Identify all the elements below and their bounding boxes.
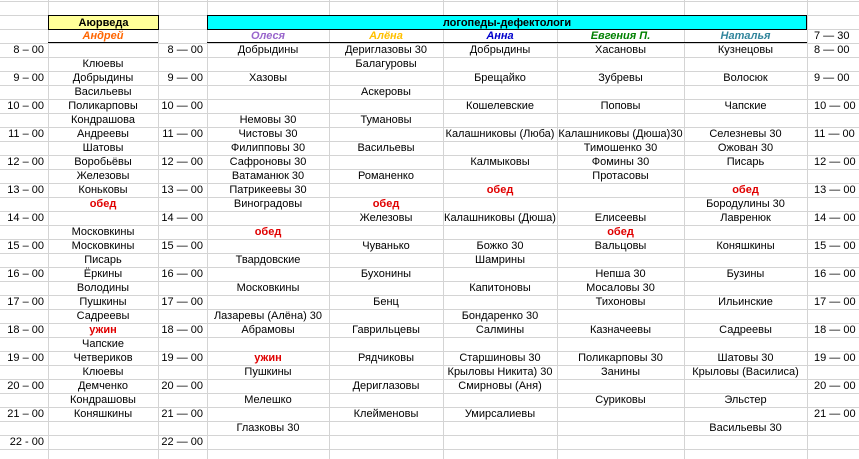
- appointment-cell[interactable]: Андреевы: [77, 128, 129, 140]
- appointment-cell[interactable]: Калашниковы (Люба): [445, 128, 555, 140]
- appointment-cell[interactable]: Чапские: [82, 338, 124, 350]
- grid-line-horizontal: [0, 435, 859, 436]
- appointment-cell[interactable]: Васильевы: [74, 86, 132, 98]
- appointment-cell[interactable]: Калашниковы (Дюша)30: [558, 128, 683, 140]
- appointment-cell[interactable]: Селезневы 30: [709, 128, 782, 140]
- time-label-left: 11 – 00: [8, 128, 44, 140]
- break-cell[interactable]: обед: [89, 198, 117, 210]
- appointment-cell[interactable]: Пушкины: [244, 366, 292, 378]
- break-cell[interactable]: обед: [732, 184, 759, 196]
- appointment-cell[interactable]: Занины: [601, 366, 640, 378]
- time-label-middle: 16 — 00: [161, 268, 203, 280]
- appointment-cell[interactable]: Бенц: [373, 296, 399, 308]
- appointment-cell[interactable]: Кошелевские: [466, 100, 534, 112]
- appointment-cell[interactable]: Патрикеевы 30: [229, 184, 307, 196]
- appointment-cell[interactable]: Фомины 30: [591, 156, 650, 168]
- appointment-cell[interactable]: Писарь: [726, 156, 765, 168]
- appointment-cell[interactable]: Мосаловы 30: [586, 282, 655, 294]
- time-label-left: 18 – 00: [7, 324, 44, 336]
- appointment-cell[interactable]: Немовы 30: [239, 114, 297, 126]
- specialist-name-natalya[interactable]: Наталья: [720, 30, 771, 42]
- appointment-cell[interactable]: Шамрины: [474, 254, 525, 266]
- time-label-right: 11 — 00: [814, 128, 855, 140]
- appointment-cell[interactable]: Хасановы: [594, 44, 646, 56]
- appointment-cell[interactable]: Железовы: [359, 212, 413, 224]
- time-label-middle: 13 — 00: [161, 184, 203, 196]
- time-label-right: 18 — 00: [814, 324, 856, 336]
- break-cell[interactable]: обед: [607, 226, 634, 238]
- appointment-cell[interactable]: Садреевы: [76, 310, 130, 322]
- appointment-cell[interactable]: Ожован 30: [717, 142, 774, 154]
- appointment-cell[interactable]: Вальцовы: [594, 240, 647, 252]
- appointment-cell[interactable]: Крыловы Никита) 30: [447, 366, 553, 378]
- appointment-cell[interactable]: Кондрашовы: [70, 394, 136, 406]
- appointment-cell[interactable]: Дериглазовы 30: [344, 44, 428, 56]
- time-label-left: 17 – 00: [7, 296, 44, 308]
- appointment-cell[interactable]: Капитоновы: [469, 282, 531, 294]
- appointment-cell[interactable]: Бузины: [726, 268, 765, 280]
- appointment-cell[interactable]: Калашниковы (Дюша): [444, 212, 556, 224]
- appointment-cell[interactable]: Ватаманюк 30: [231, 170, 305, 182]
- appointment-cell[interactable]: Волосюк: [723, 72, 768, 84]
- appointment-cell[interactable]: Суриковы: [595, 394, 646, 406]
- appointment-cell[interactable]: Четвериков: [73, 352, 133, 364]
- appointment-cell[interactable]: Писарь: [84, 254, 122, 266]
- appointment-cell[interactable]: Брещайко: [474, 72, 526, 84]
- specialist-name-evgenia[interactable]: Евгения П.: [590, 30, 651, 42]
- time-label-right: 12 — 00: [814, 156, 856, 168]
- time-label-left: 8 – 00: [13, 44, 44, 56]
- appointment-cell[interactable]: Романенко: [358, 170, 414, 182]
- specialist-name-andrey[interactable]: Андрей: [82, 30, 124, 42]
- time-label-right: 10 — 00: [814, 100, 856, 112]
- appointment-cell[interactable]: Глазковы 30: [236, 422, 300, 434]
- appointment-cell[interactable]: Старшиновы 30: [459, 352, 541, 364]
- appointment-cell[interactable]: Лавренюк: [720, 212, 771, 224]
- appointment-cell[interactable]: Кондрашова: [70, 114, 136, 126]
- time-label-left: 20 – 00: [7, 380, 44, 392]
- time-label-left: 14 – 00: [7, 212, 44, 224]
- appointment-cell[interactable]: Володины: [76, 282, 130, 294]
- appointment-cell[interactable]: Ильинские: [718, 296, 773, 308]
- time-label-left: 16 – 00: [7, 268, 44, 280]
- time-label-right: 21 — 00: [814, 408, 856, 420]
- appointment-cell[interactable]: Тумановы: [360, 114, 412, 126]
- appointment-cell[interactable]: Пушкины: [79, 296, 127, 308]
- time-label-right: 20 — 00: [814, 380, 856, 392]
- time-label-right-header: 7 — 30: [814, 30, 850, 42]
- appointment-cell[interactable]: Филипповы 30: [230, 142, 306, 154]
- appointment-cell[interactable]: Поповы: [600, 100, 641, 112]
- appointment-cell[interactable]: Добрыдины: [237, 44, 299, 56]
- time-label-middle: 18 — 00: [161, 324, 203, 336]
- appointment-cell[interactable]: Тимошенко 30: [583, 142, 658, 154]
- appointment-cell[interactable]: Казначеевы: [589, 324, 652, 336]
- appointment-cell[interactable]: Клейменовы: [353, 408, 419, 420]
- appointment-cell[interactable]: Лазаревы (Алёна) 30: [213, 310, 323, 322]
- appointment-cell[interactable]: Клюевы: [82, 366, 124, 378]
- appointment-cell[interactable]: Ёркины: [83, 268, 123, 280]
- break-cell[interactable]: обед: [372, 198, 400, 210]
- logopedy-header[interactable]: логопеды-дефектологи: [207, 15, 807, 30]
- appointment-cell[interactable]: Тихоновы: [595, 296, 646, 308]
- appointment-cell[interactable]: Чуванько: [362, 240, 410, 252]
- time-label-middle: 17 — 00: [161, 296, 203, 308]
- ayurveda-header[interactable]: Аюрведа: [48, 15, 159, 30]
- appointment-cell[interactable]: Дериглазовы: [352, 380, 420, 392]
- appointment-cell[interactable]: Балагуровы: [355, 58, 417, 70]
- time-label-middle: 8 — 00: [167, 44, 203, 56]
- appointment-cell[interactable]: Кузнецовы: [717, 44, 774, 56]
- appointment-cell[interactable]: Непша 30: [595, 268, 646, 280]
- grid-line-vertical: [684, 0, 685, 459]
- appointment-cell[interactable]: Добрыдины: [469, 44, 531, 56]
- time-label-middle: 20 — 00: [161, 380, 203, 392]
- time-label-left: 19 – 00: [7, 352, 44, 364]
- appointment-cell[interactable]: Бородулины 30: [706, 198, 785, 210]
- break-cell[interactable]: ужин: [89, 324, 117, 336]
- appointment-cell[interactable]: Чистовы 30: [238, 128, 298, 140]
- time-label-left: 9 – 00: [13, 72, 44, 84]
- appointment-cell[interactable]: Васильевы 30: [709, 422, 782, 434]
- time-label-left: 21 – 00: [7, 408, 44, 420]
- time-label-middle: 14 — 00: [161, 212, 203, 224]
- time-label-right: 13 — 00: [814, 184, 856, 196]
- appointment-cell[interactable]: Калмыковы: [470, 156, 530, 168]
- appointment-cell[interactable]: Васильевы: [357, 142, 415, 154]
- appointment-cell[interactable]: Московкины: [236, 282, 300, 294]
- appointment-cell[interactable]: Московкины: [71, 240, 135, 252]
- time-label-left: 13 – 00: [7, 184, 44, 196]
- appointment-cell[interactable]: Хазовы: [248, 72, 288, 84]
- appointment-cell[interactable]: Божко 30: [476, 240, 524, 252]
- time-label-middle: 22 — 00: [161, 436, 203, 448]
- header-border: [48, 42, 158, 43]
- appointment-cell[interactable]: Крыловы (Василиса): [692, 366, 799, 378]
- appointment-cell[interactable]: Смирновы (Аня): [458, 380, 542, 392]
- time-label-middle: 15 — 00: [161, 240, 203, 252]
- appointment-cell[interactable]: Клюевы: [82, 58, 124, 70]
- time-label-middle: 10 — 00: [161, 100, 203, 112]
- appointment-cell[interactable]: Бондаренко 30: [461, 310, 539, 322]
- time-label-right: 16 — 00: [814, 268, 856, 280]
- time-label-middle: 11 — 00: [162, 128, 203, 140]
- time-label-middle: 9 — 00: [167, 72, 203, 84]
- appointment-cell[interactable]: Поликарповы: [68, 100, 138, 112]
- appointment-cell[interactable]: Добрыдины: [72, 72, 134, 84]
- appointment-cell[interactable]: Виноградовы: [233, 198, 303, 210]
- time-label-left: 22 - 00: [9, 436, 44, 448]
- appointment-cell[interactable]: Шатовы 30: [717, 352, 774, 364]
- time-label-right: 15 — 00: [814, 240, 856, 252]
- specialist-name-alena[interactable]: Алёна: [369, 30, 403, 42]
- appointment-cell[interactable]: Поликарповы 30: [578, 352, 663, 364]
- appointment-cell[interactable]: Садреевы: [719, 324, 772, 336]
- time-label-left: 12 – 00: [7, 156, 44, 168]
- specialist-name-olesya[interactable]: Олеся: [250, 30, 286, 42]
- time-label-right: 14 — 00: [814, 212, 856, 224]
- appointment-cell[interactable]: Московкины: [71, 226, 135, 238]
- appointment-cell[interactable]: Коньковы: [78, 184, 128, 196]
- appointment-cell[interactable]: Мелешко: [244, 394, 292, 406]
- appointment-cell[interactable]: Аскеровы: [361, 86, 411, 98]
- appointment-cell[interactable]: Умирсалиевы: [464, 408, 536, 420]
- grid-line-horizontal: [0, 1, 859, 2]
- time-label-right: 9 — 00: [814, 72, 850, 84]
- time-label-left: 10 – 00: [7, 100, 44, 112]
- appointment-cell[interactable]: Твардовские: [235, 254, 301, 266]
- time-label-middle: 21 — 00: [161, 408, 203, 420]
- appointment-cell[interactable]: Салмины: [475, 324, 525, 336]
- appointment-cell[interactable]: Бухонины: [360, 268, 412, 280]
- appointment-cell[interactable]: Рядчиковы: [357, 352, 415, 364]
- break-cell[interactable]: обед: [486, 184, 514, 196]
- appointment-cell[interactable]: Протасовы: [592, 170, 649, 182]
- appointment-cell[interactable]: Шатовы: [82, 142, 124, 154]
- time-label-right: 19 — 00: [814, 352, 856, 364]
- grid-line-horizontal: [0, 449, 859, 450]
- specialist-name-anna[interactable]: Анна: [486, 30, 514, 42]
- appointment-cell[interactable]: Елисеевы: [594, 212, 647, 224]
- appointment-cell[interactable]: Чапские: [724, 100, 767, 112]
- break-cell[interactable]: ужин: [254, 352, 282, 364]
- appointment-cell[interactable]: Гаврильцевы: [352, 324, 420, 336]
- time-label-right: 17 — 00: [814, 296, 856, 308]
- break-cell[interactable]: обед: [254, 226, 282, 238]
- time-label-middle: 12 — 00: [161, 156, 203, 168]
- time-label-right: 8 — 00: [814, 44, 850, 56]
- appointment-cell[interactable]: Демченко: [77, 380, 129, 392]
- time-label-middle: 19 — 00: [161, 352, 203, 364]
- appointment-cell[interactable]: Зубревы: [598, 72, 643, 84]
- appointment-cell[interactable]: Коняшкины: [73, 408, 133, 420]
- appointment-cell[interactable]: Абрамовы: [241, 324, 295, 336]
- appointment-cell[interactable]: Эльстер: [724, 394, 767, 406]
- appointment-cell[interactable]: Сафроновы 30: [229, 156, 307, 168]
- appointment-cell[interactable]: Коняшкины: [716, 240, 775, 252]
- appointment-cell[interactable]: Железовы: [76, 170, 130, 182]
- appointment-cell[interactable]: Воробьёвы: [74, 156, 132, 168]
- time-label-left: 15 – 00: [7, 240, 44, 252]
